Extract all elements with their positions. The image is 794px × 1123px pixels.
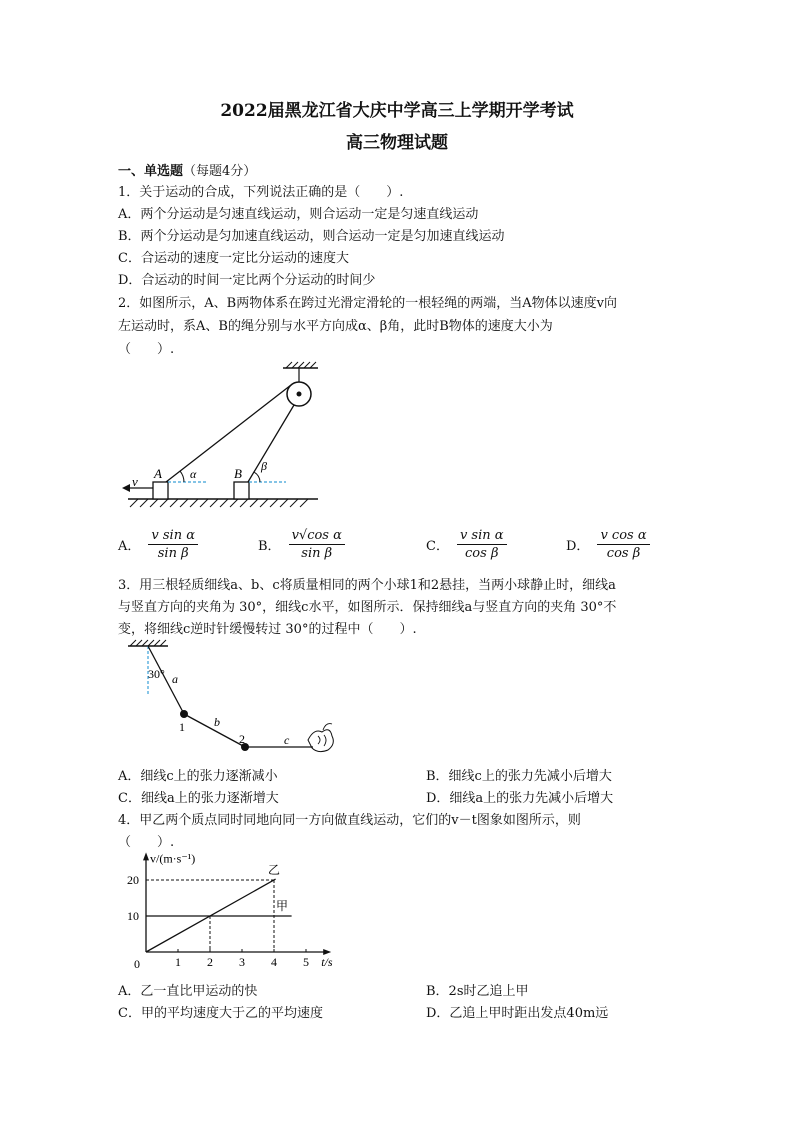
q3-stem-line1: 3．用三根轻质细线a、b、c将质量相同的两个小球1和2悬挂，当两小球静止时，细线a [118, 578, 616, 593]
q2-option-a-num: v sin α [148, 528, 198, 545]
q2-option-b-den: sin β [301, 546, 333, 561]
q2-pulley-figure [118, 360, 318, 520]
q3-option-c: C．细线a上的张力逐渐增大 [118, 791, 279, 806]
series-yi-label: 乙 [268, 863, 281, 877]
exam-subtitle: 高三物理试题 [346, 133, 448, 153]
q2-stem-line1: 2．如图所示，A、B两物体系在跨过光滑定滑轮的一根轻绳的两端，当A物体以速度v向 [118, 296, 617, 311]
exam-title: 2022届黑龙江省大庆中学高三上学期开学考试 [220, 101, 574, 121]
q3-fig-label-c: c [284, 733, 290, 747]
q2-option-a [118, 528, 198, 561]
q2-option-a-fraction [148, 528, 198, 561]
q3-suspension-figure [118, 640, 348, 760]
q2-option-b-label: B． [258, 539, 281, 554]
q2-option-c [426, 528, 507, 561]
section-header [118, 160, 256, 179]
q1-option-b: B．两个分运动是匀加速直线运动，则合运动一定是匀加速直线运动 [118, 229, 505, 244]
q3-fig-ball1: 1 [179, 720, 185, 734]
y-axis-arrow [143, 852, 149, 860]
q2-option-d-label: D． [566, 539, 590, 554]
q4-vt-chart [118, 852, 348, 972]
y-tick-label: 10 [127, 909, 139, 923]
q1-option-c: C．合运动的速度一定比分运动的速度大 [118, 251, 349, 266]
x-tick-label: 5 [303, 955, 309, 969]
q2-option-d [566, 528, 650, 561]
q4-option-a: A．乙一直比甲运动的快 [118, 984, 258, 999]
q2-fig-label-b: B [234, 466, 242, 481]
q4-option-d: D．乙追上甲时距出发点40m远 [426, 1006, 609, 1021]
x-tick-label: 1 [175, 955, 181, 969]
q2-option-c-fraction [457, 528, 507, 561]
q3-stem-line2: 与竖直方向的夹角为 30°，细线c水平，如图所示．保持细线a与竖直方向的夹角 30°不 [118, 600, 617, 615]
q4-stem-line2: （ ）. [118, 835, 175, 850]
q2-stem-line3: （ ）. [118, 342, 175, 357]
section-note: （每题4分） [183, 164, 257, 179]
q2-option-c-den: cos β [465, 546, 499, 561]
q1-option-d: D．合运动的时间一定比两个分运动的时间少 [118, 273, 376, 288]
q2-fig-label-v: v [132, 474, 138, 489]
q3-option-a: A．细线c上的张力逐渐减小 [118, 769, 278, 784]
q2-fig-label-beta: β [261, 459, 267, 473]
q2-option-a-label: A． [118, 539, 141, 554]
q3-stem-line3: 变，将细线c逆时针缓慢转过 30°的过程中（ ）. [118, 622, 417, 637]
q3-fig-label-b: b [214, 715, 220, 729]
origin-label: 0 [134, 957, 140, 971]
q3-fig-ball2: 2 [239, 732, 245, 746]
q2-option-c-num: v sin α [457, 528, 507, 545]
x-tick-label: 3 [239, 955, 245, 969]
q2-option-c-label: C． [426, 539, 449, 554]
q2-fig-label-alpha: α [190, 467, 197, 481]
q2-option-b [258, 528, 345, 561]
q2-option-a-den: sin β [157, 546, 189, 561]
q3-fig-label-a: a [172, 672, 178, 686]
q4-option-c: C．甲的平均速度大于乙的平均速度 [118, 1006, 323, 1021]
q2-option-d-den: cos β [606, 546, 641, 561]
q1-option-a: A．两个分运动是匀速直线运动，则合运动一定是匀速直线运动 [118, 207, 479, 222]
series-jia-label: 甲 [276, 899, 289, 913]
q2-option-b-num: v√cos α [289, 528, 345, 545]
q4-option-b: B．2s时乙追上甲 [426, 984, 529, 999]
q2-option-d-fraction [597, 528, 649, 561]
q2-fig-label-a: A [154, 466, 162, 481]
y-axis-label: v/(m·s⁻¹) [150, 851, 196, 866]
q3-option-d: D．细线a上的张力先减小后增大 [426, 791, 614, 806]
x-axis-label: t/s [321, 955, 333, 969]
y-tick-label: 20 [127, 873, 139, 887]
q2-stem-line2: 左运动时，系A、B的绳分别与水平方向成α、β角，此时B物体的速度大小为 [118, 319, 553, 334]
x-tick-label: 4 [271, 955, 277, 969]
q2-option-d-num: v cos α [597, 528, 649, 545]
q2-option-b-fraction [289, 528, 345, 561]
q3-fig-angle: 30° [148, 667, 165, 681]
q3-option-b: B．细线c上的张力先减小后增大 [426, 769, 612, 784]
x-tick-label: 2 [207, 955, 213, 969]
section-label: 一、单选题 [118, 164, 184, 179]
q4-stem-line1: 4．甲乙两个质点同时同地向同一方向做直线运动，它们的v－t图象如图所示，则 [118, 813, 581, 828]
q1-stem: 1．关于运动的合成，下列说法正确的是（ ）. [118, 185, 404, 200]
